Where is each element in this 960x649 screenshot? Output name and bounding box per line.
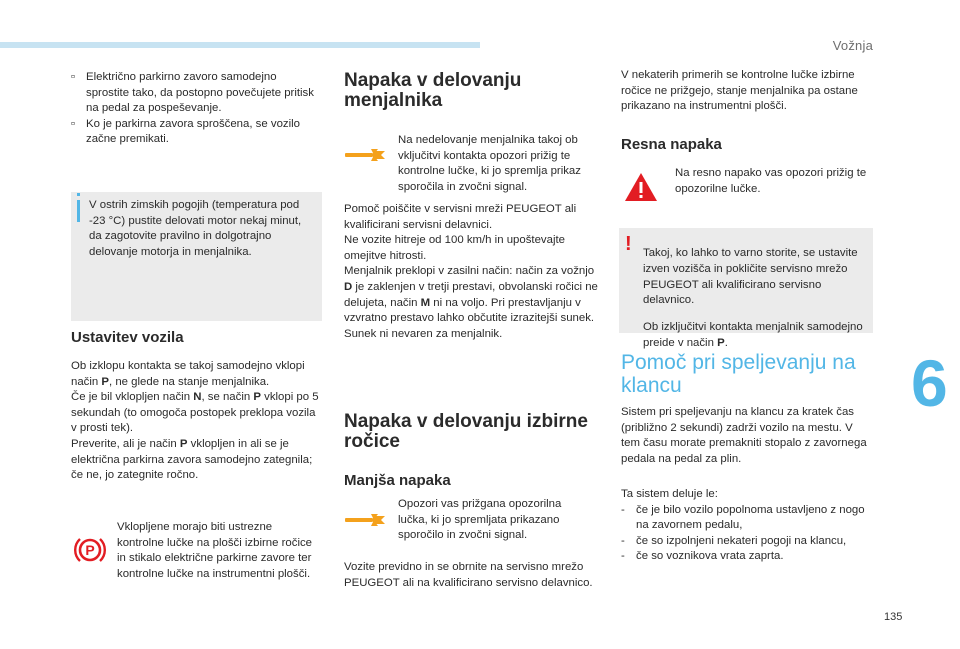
section-title: Vožnja <box>832 38 873 53</box>
heading-hill-start: Pomoč pri speljevanju na klancu <box>621 351 856 397</box>
major-icon-text: Na resno napako vas opozori prižig te opozorilne lučke. <box>675 167 867 195</box>
list-item: - če je bilo vozilo popolnoma ustavljeno z nogo na zavornem pedalu, <box>621 503 865 532</box>
list-item: - če so voznikova vrata zaprta. <box>621 550 784 563</box>
heading-gearbox-fault: Napaka v delovanju menjalnika <box>344 70 522 111</box>
warning-text: Takoj, ko lahko to varno storite, se ustavite izven vozišča in pokličite servisno mrežo PEUGEOT ali kvalificirano servisno delavnico. Ob izključitvi kontakta menjalnik samodejno preide v način P. <box>643 247 863 349</box>
parking-text: Vklopljene morajo biti ustrezne kontrolne lučke na plošči izbirne ročice in stikalo električne parkirne zavore ter kontrolne lučke na instrumentni plošči. <box>117 521 313 580</box>
wrench-icon <box>345 513 385 527</box>
col3-intro: V nekaterih primerih se kontrolne lučke izbirne ročice ne prižgejo, stanje menjalnika pa ostane prikazano na instrumentni plošči. <box>621 69 858 113</box>
bullet-item: ▫ Ko je parkirna zavora sproščena, se vozilo začne premikati. <box>71 117 322 148</box>
hill-text: Sistem pri speljevanju na klancu za kratek čas (približno 2 sekundi) zadrži vozilo na mestu. V tem času morate premakniti stopalo z zavornega pedala na pedal za plin. <box>621 406 867 465</box>
warning-icon: ! <box>625 233 632 255</box>
info-icon-dot <box>77 193 80 196</box>
info-box <box>71 192 322 321</box>
heading-minor-fault: Manjša napaka <box>344 472 451 489</box>
heading-selector-fault: Napaka v delovanju izbirne ročice <box>344 411 588 452</box>
page-number: 135 <box>884 611 903 623</box>
minor-text: Vozite previdno in se obrnite na servisno mrežo PEUGEOT ali na kvalificirano servisno delavnico. <box>344 561 593 589</box>
parking-brake-icon <box>73 534 107 566</box>
wrench-icon <box>345 148 385 162</box>
gearbox-icon-text: Na nedelovanje menjalnika takoj ob vključitvi kontakta opozori prižig te kontrolne lučke, ki jo spremlja prikaz sporočila in zvočni signal. <box>398 134 581 193</box>
info-text: V ostrih zimskih pogojih (temperatura pod -23 °C) pustite delovati motor nekaj minut, da zagotovite pravilno in dolgotrajno delovanje motorja in menjalnika. <box>89 199 302 258</box>
warning-triangle-icon <box>624 172 658 202</box>
warning-box <box>619 228 873 349</box>
hill-conditions: Ta sistem deluje le: - če je bilo vozilo popolnoma ustavljeno z nogo na zavornem pedalu, - če so izpolnjeni nekateri pogoji na klancu, - če so voznikova vrata zaprta. <box>621 487 873 565</box>
stopping-text: Ob izklopu kontakta se takoj samodejno vklopi način P, ne glede na stanje menjalnika. Če je bil vklopljen način N, se način P vklopi po 5 sekundah (to omogoča postopek preklopa vozila v prosti tek). Preverite, ali je način P vklopljen in ali se je električna parkirna zavora samodejno zategnila; če ne, jo zategnite ročno. <box>71 360 319 482</box>
bullet-icon: ▫ <box>71 117 76 130</box>
heading-stopping: Ustavitev vozila <box>71 329 184 346</box>
heading-major-fault: Resna napaka <box>621 136 722 153</box>
bullet-icon: ▫ <box>71 71 76 83</box>
list-item: - če so izpolnjeni nekateri pogoji na klancu, <box>621 534 847 547</box>
info-icon <box>77 200 80 222</box>
minor-icon-text: Opozori vas prižgana opozorilna lučka, ki jo spremljata prikazano sporočilo in zvočni signal. <box>398 498 562 542</box>
gearbox-text: Pomoč poiščite v servisni mreži PEUGEOT ali kvalificirani servisni delavnici. Ne vozite hitreje od 100 km/h in upoštevajte omejitve hitrosti. Menjalnik preklopi v zasilni način: način za vožnjo D je zaklenjen v tretji prestavi, obvolanski ročici ne delujeta, način M ni na voljo. Pri prestavljanju v vzvratno prestavo lahko občutite izrazitejši sunek. Sunek ni nevaren za menjalnik. <box>344 203 598 340</box>
svg-text:P: P <box>85 542 95 558</box>
bullet-item: ▫ Električno parkirno zavoro samodejno sprostite tako, da postopno povečujete pritisk na pedal za pospeševanje. <box>71 70 322 117</box>
col1-bullets <box>71 70 322 148</box>
header-accent-bar <box>0 42 480 48</box>
chapter-number: 6 <box>911 346 948 420</box>
